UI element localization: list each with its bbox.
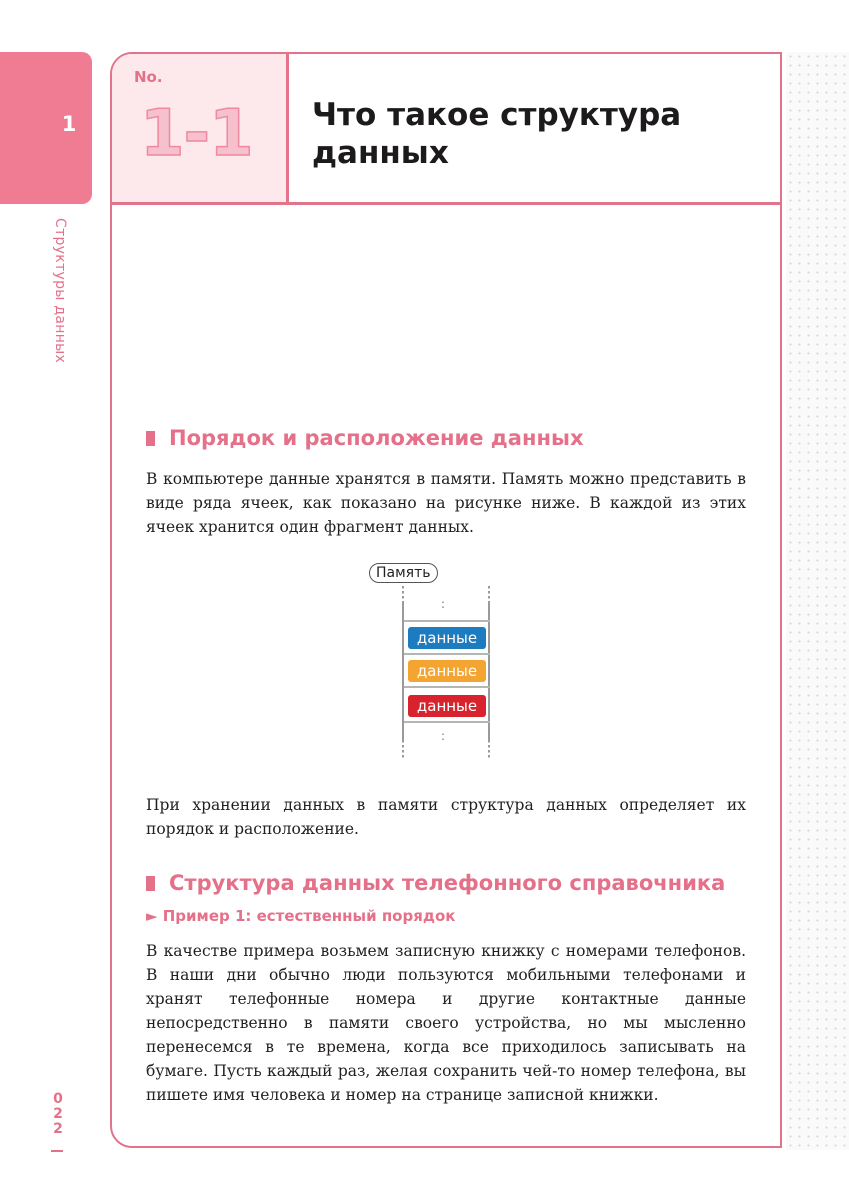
cell-divider: [404, 653, 490, 655]
memory-cell-blue: данные: [408, 627, 486, 649]
paragraph-structure-definition: При хранении данных в памяти структура данных определяет их порядок и расположение.: [146, 796, 746, 838]
page-number: [50, 1092, 66, 1137]
subheading-example-1: ► Пример 1: естественный порядок: [146, 907, 456, 925]
memory-cell-red: данные: [408, 695, 486, 717]
page-title-line-1: Что такое структура: [312, 97, 682, 133]
rail-left-top-dots: [402, 586, 404, 602]
rail-left-bottom-dots: [402, 740, 404, 758]
section-no-label: No.: [134, 68, 163, 86]
header-divider: [112, 202, 780, 205]
chapter-side-title: Структуры данных: [52, 218, 68, 364]
ellipsis-bottom: :: [441, 729, 446, 743]
page-number-digit: 2: [53, 1106, 63, 1122]
section-heading-text: Структура данных телефонного справочника: [169, 871, 726, 895]
heading-marker: [146, 876, 155, 891]
page-title: [312, 96, 762, 172]
section-heading-phonebook: [146, 871, 725, 895]
heading-marker: [146, 431, 155, 446]
rail-right: [488, 602, 490, 740]
section-heading-order: [146, 426, 584, 450]
section-number: 1-1: [140, 97, 253, 171]
cell-divider: [404, 721, 490, 723]
memory-cell-orange: данные: [408, 660, 486, 682]
chapter-number: 1: [61, 112, 77, 136]
memory-label: Память: [369, 563, 438, 583]
rail-right-bottom-dots: [488, 740, 490, 758]
ellipsis-top: :: [441, 597, 446, 611]
page-number-digit: 0: [53, 1091, 63, 1107]
cell-divider: [404, 620, 490, 622]
page-number-underline: [51, 1150, 63, 1152]
page-title-line-2: данных: [312, 135, 449, 171]
rail-right-top-dots: [488, 586, 490, 602]
rail-left: [402, 602, 404, 740]
page-number-digit: 2: [53, 1121, 63, 1137]
paragraph-phonebook: В качестве примера возьмем записную книжку с номерами телефонов. В наши дни обычно люди пользуются мобильными телефонами и хранят телефонные номера и другие контактные данные непосредственно в памяти своего устройства, но мы мысленно перенесемся в те времена, когда все приходилось записывать на бумаге. Пусть каждый раз, желая сохранить чей-то номер телефона, вы пишете имя человека и номер на странице записной книжки.: [146, 942, 746, 1104]
section-heading-text: Порядок и расположение данных: [169, 426, 584, 450]
cell-divider: [404, 686, 490, 688]
section-number-divider: [286, 54, 289, 202]
paragraph-memory-intro: В компьютере данные хранятся в памяти. Память можно представить в виде ряда ячеек, как показано на рисунке ниже. В каждой из этих ячеек хранится один фрагмент данных.: [146, 470, 746, 536]
dotted-margin-strip: [786, 52, 849, 1150]
